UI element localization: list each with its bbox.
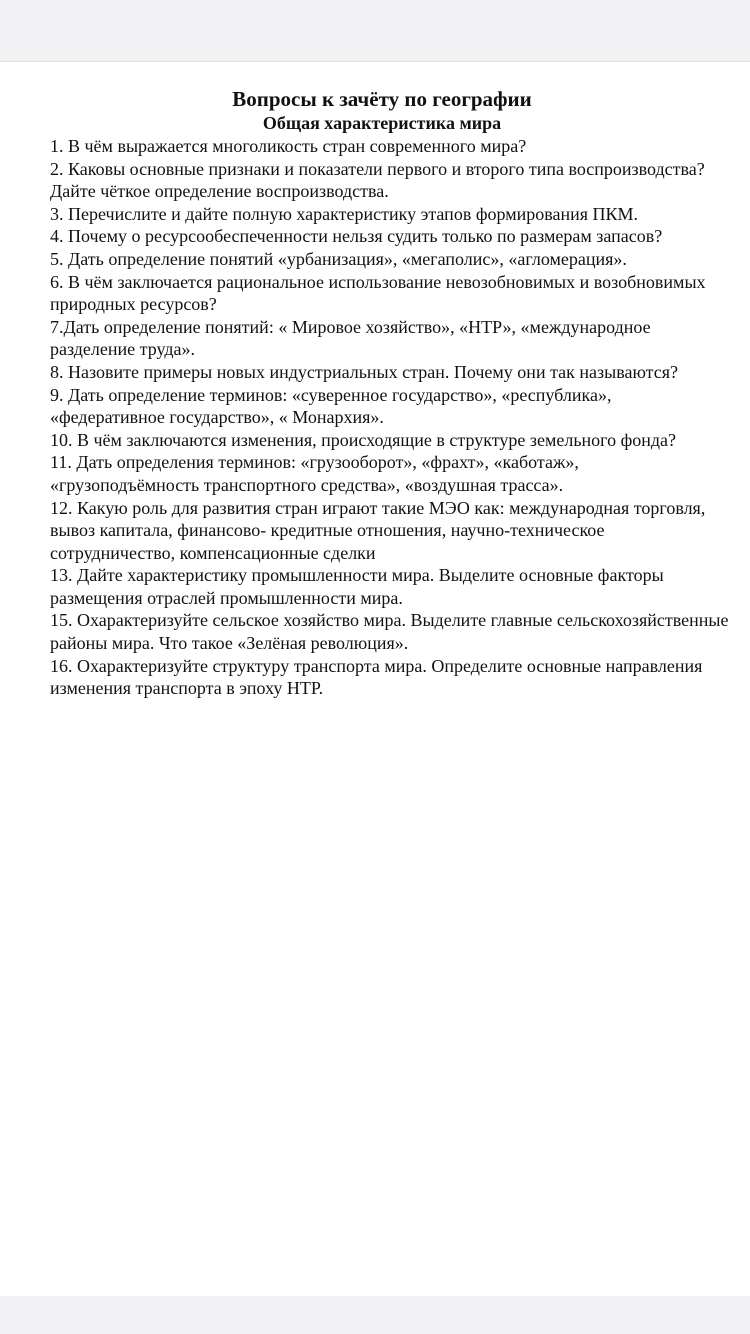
viewer-bottom-bar — [0, 1296, 750, 1334]
question-item: 4. Почему о ресурсообеспеченности нельзя судить только по размерам запасов? — [50, 226, 663, 247]
question-item: 2. Каковы основные признаки и показатели первого и второго типа воспроизводства? Дайте чёткое определение воспроизводства. — [50, 158, 705, 202]
question-item: 9. Дать определение терминов: «суверенное государство», «республика», «федеративное государство», « Монархия». — [50, 384, 612, 428]
question-item: 12. Какую роль для развития стран играют такие МЭО как: международная торговля, вывоз капитала, финансово- кредитные отношения, научно-техническое сотрудничество, компенсационные сделки — [50, 497, 706, 563]
document-title: Вопросы к зачёту по географии — [232, 87, 532, 111]
document-subtitle: Общая характеристика мира — [262, 113, 502, 133]
question-item: 7.Дать определение понятий: « Мировое хозяйство», «НТР», «международное разделение труда». — [50, 316, 651, 360]
question-item: 8. Назовите примеры новых индустриальных стран. Почему они так называются? — [50, 361, 679, 382]
question-item: 3. Перечислите и дайте полную характеристику этапов формирования ПКМ. — [50, 203, 639, 224]
question-item: 13. Дайте характеристику промышленности мира. Выделите основные факторы размещения отраслей промышленности мира. — [50, 565, 664, 608]
question-item: 11. Дать определения терминов: «грузооборот», «фрахт», «каботаж», «грузоподъёмность транспортного средства», «воздушная трасса». — [50, 452, 579, 495]
question-item: 1. В чём выражается многоликость стран современного мира? — [50, 136, 527, 156]
question-item: 16. Охарактеризуйте структуру транспорта мира. Определите основные направления изменения транспорта в эпоху НТР. — [50, 655, 703, 699]
question-item: 6. В чём заключается рациональное использование невозобновимых и возобновимых природных ресурсов? — [50, 271, 706, 315]
document-content — [50, 86, 730, 700]
question-item: 10. В чём заключаются изменения, происходящие в структуре земельного фонда? — [50, 429, 677, 450]
viewer-top-bar — [0, 0, 750, 60]
question-list — [50, 135, 730, 700]
question-item: 15. Охарактеризуйте сельское хозяйство мира. Выделите главные сельскохозяйственные районы мира. Что такое «Зелёная революция». — [50, 610, 729, 654]
question-item: 5. Дать определение понятий «урбанизация», «мегаполис», «агломерация». — [50, 248, 627, 269]
